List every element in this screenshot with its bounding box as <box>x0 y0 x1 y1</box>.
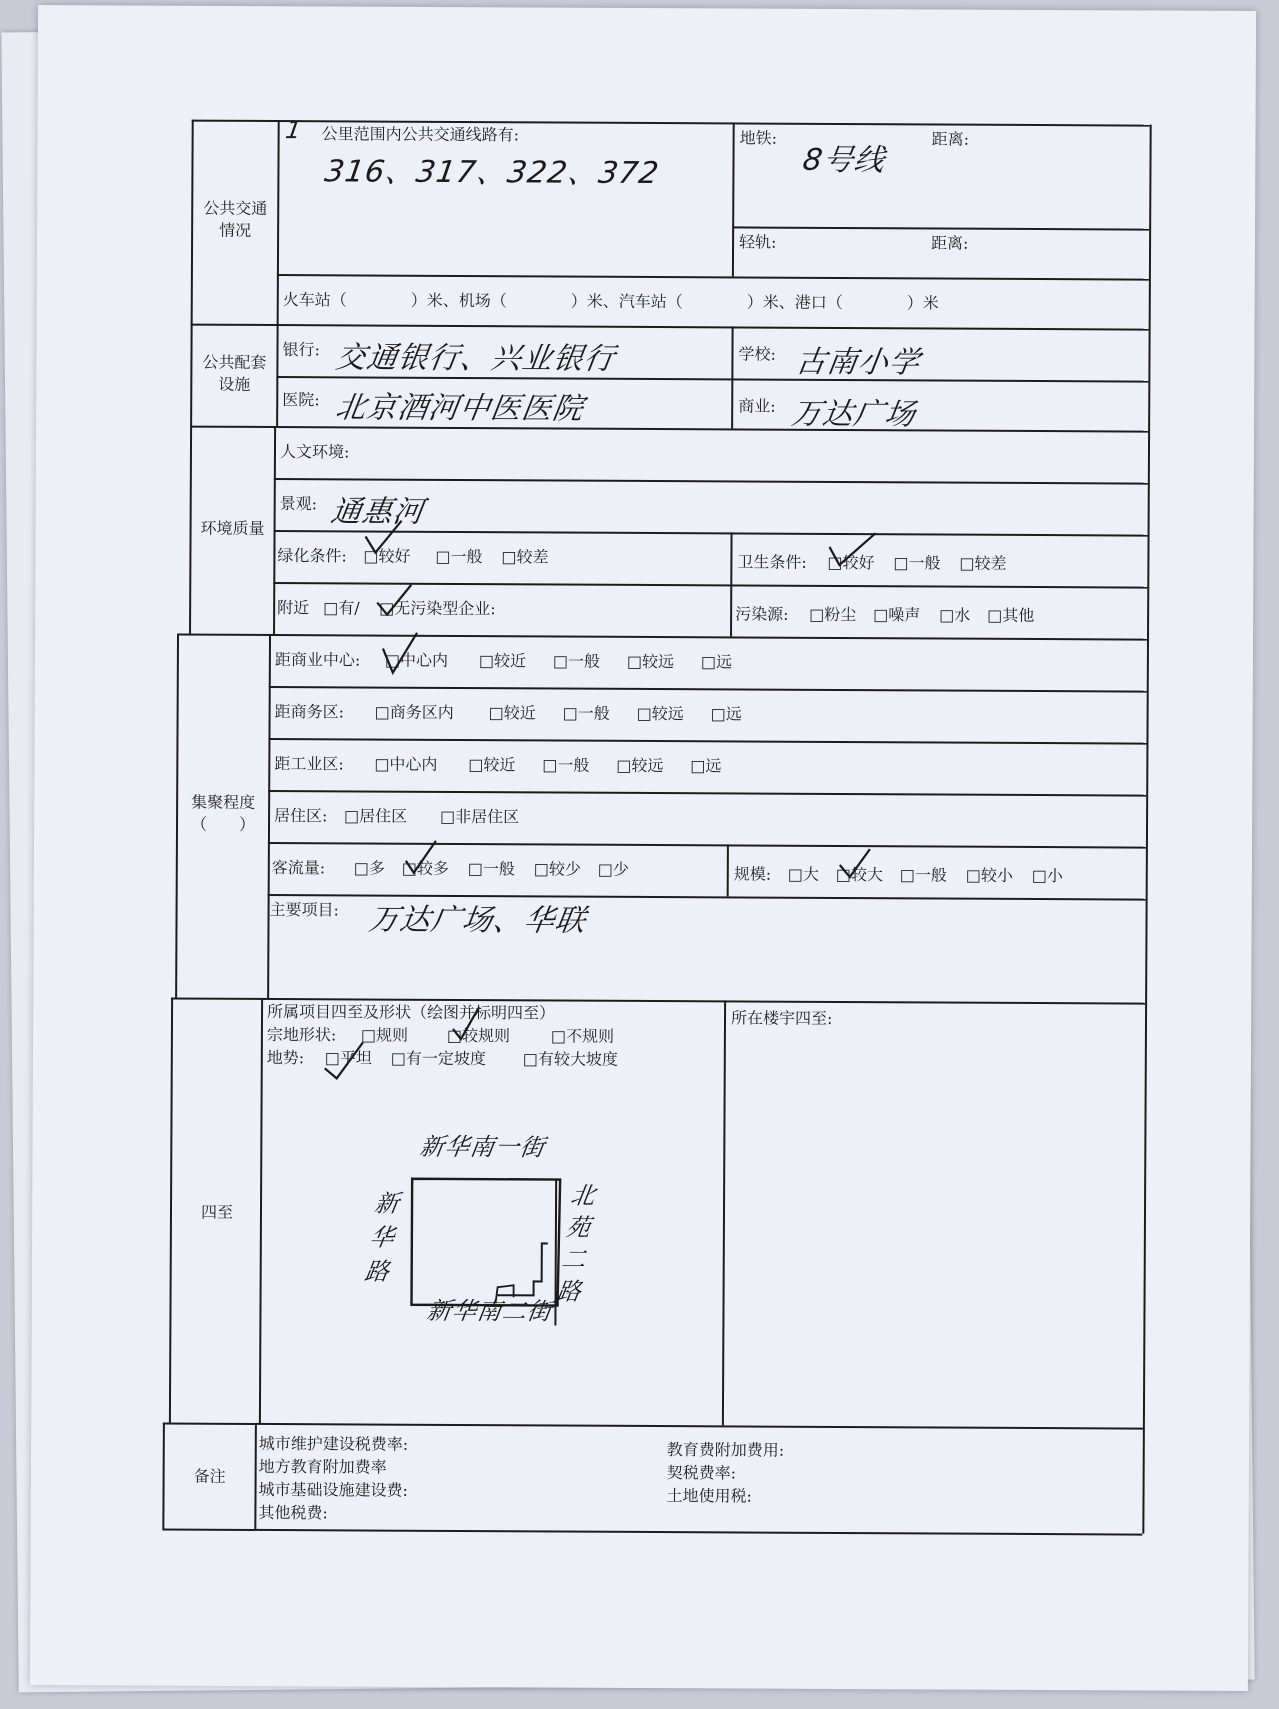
main-projects-value: 万达广场、华联 <box>366 902 589 939</box>
table-border-left <box>169 997 173 1422</box>
greening-option-good[interactable]: □较好 <box>363 546 411 566</box>
shape-title: 所属项目四至及形状（绘图并标明四至） <box>266 1001 556 1023</box>
mid-column-line <box>722 1000 726 1425</box>
scale-option-average[interactable]: □一般 <box>899 865 947 885</box>
stations-distance-line: 火车站（ ）米、机场（ ）米、汽车站（ ）米、港口（ ）米 <box>282 290 939 313</box>
business-district-option-far[interactable]: □较远 <box>636 703 684 724</box>
sanitation-option-poor[interactable]: □较差 <box>959 553 1007 573</box>
row-line <box>274 478 1148 484</box>
sanitation-option-good[interactable]: □较好 <box>827 552 875 573</box>
row-line <box>268 842 1146 848</box>
scale-label: 规模: <box>733 864 772 884</box>
greening-option-average[interactable]: □一般 <box>435 546 483 567</box>
table-border-right <box>1142 125 1151 1534</box>
subway-label: 地铁: <box>739 128 778 148</box>
bus-routes-value: 316、317、322、372 <box>322 154 662 192</box>
land-shape-label: 宗地形状: <box>266 1024 337 1045</box>
subway-value: 8号线 <box>800 142 888 179</box>
commerce-label: 商业: <box>738 396 776 416</box>
traffic-option-few[interactable]: □少 <box>597 859 629 879</box>
check-mark-icon <box>823 531 883 571</box>
remark-infrastructure-fee: 城市基础设施建设费: <box>258 1479 408 1500</box>
check-mark-icon <box>449 1005 489 1045</box>
environment-section-label: 环境质量 <box>200 518 265 538</box>
remark-land-use-tax: 土地使用税: <box>666 1486 752 1506</box>
sketch-west-road: 新华路 <box>362 1189 402 1286</box>
subway-distance-label: 距离: <box>931 129 970 149</box>
residential-label: 居住区: <box>274 806 328 826</box>
sketch-north-road: 新华南一街 <box>417 1132 548 1162</box>
commercial-center-option-near[interactable]: □较近 <box>478 651 527 671</box>
greening-label: 绿化条件: <box>277 546 347 566</box>
sanitation-option-average[interactable]: □一般 <box>893 553 941 573</box>
business-district-label: 距商务区: <box>274 702 345 722</box>
school-label: 学校: <box>738 344 776 364</box>
check-mark-icon <box>402 839 442 879</box>
commercial-center-option-inside[interactable]: □中心内 <box>384 650 449 670</box>
business-district-option-near[interactable]: □较近 <box>488 703 536 723</box>
terrain-label: 地势: <box>266 1047 305 1068</box>
transport-section-label: 公共交通 情况 <box>203 198 268 240</box>
label-column-line <box>276 120 279 426</box>
nearby-label: 附近 <box>277 598 310 618</box>
row-line <box>732 226 1149 230</box>
mid-column-line <box>731 326 733 428</box>
industrial-option-far[interactable]: □较远 <box>616 755 664 776</box>
remark-education-surcharge: 教育费附加费用: <box>666 1440 785 1460</box>
industrial-option-very-far[interactable]: □远 <box>690 756 722 776</box>
bank-value: 交通银行、兴业银行 <box>333 340 618 377</box>
terrain-option-steep-slope[interactable]: □有较大坡度 <box>522 1049 618 1069</box>
business-district-option-average[interactable]: □一般 <box>562 703 610 723</box>
business-district-option-inside[interactable]: □商务区内 <box>374 702 454 722</box>
scale-option-fairly-small[interactable]: □较小 <box>965 865 1013 885</box>
pollution-option-dust[interactable]: □粉尘 <box>809 604 857 625</box>
business-district-option-very-far[interactable]: □远 <box>710 704 742 724</box>
row-line <box>191 324 1149 331</box>
land-shape-option-fairly-regular[interactable]: □较规则 <box>446 1025 511 1046</box>
check-mark-icon <box>836 847 876 883</box>
industrial-option-average[interactable]: □一般 <box>542 755 590 775</box>
commercial-center-label: 距商业中心: <box>274 650 361 670</box>
light-rail-distance-label: 距离: <box>931 233 969 253</box>
industrial-label: 距工业区: <box>274 754 344 774</box>
school-value: 古南小学 <box>793 344 923 381</box>
check-mark-icon <box>373 583 423 623</box>
row-line <box>190 426 1148 433</box>
industrial-option-near[interactable]: □较近 <box>468 755 516 775</box>
row-line <box>269 686 1147 692</box>
scale-option-fairly-large[interactable]: □较大 <box>835 864 883 885</box>
pollution-label: 污染源: <box>735 604 789 624</box>
row-line <box>177 634 1147 641</box>
row-line <box>277 274 1149 280</box>
remark-deed-tax-rate: 契税费率: <box>666 1463 737 1483</box>
pollution-option-noise[interactable]: □噪声 <box>873 605 921 625</box>
row-line <box>268 790 1146 796</box>
remark-local-education-surcharge: 地方教育附加费率 <box>258 1456 387 1477</box>
traffic-option-average[interactable]: □一般 <box>467 859 515 879</box>
pollution-option-other[interactable]: □其他 <box>987 605 1035 626</box>
nearby-option-yes[interactable]: □有/ <box>323 598 360 618</box>
check-mark-icon <box>379 631 429 681</box>
commercial-center-option-far[interactable]: □较远 <box>626 651 675 672</box>
scale-option-small[interactable]: □小 <box>1031 865 1063 886</box>
facilities-section-label: 公共配套 设施 <box>202 352 267 394</box>
greening-option-poor[interactable]: □较差 <box>501 547 549 567</box>
residential-option-residential[interactable]: □居住区 <box>344 806 408 826</box>
commerce-value: 万达广场 <box>789 396 919 433</box>
traffic-option-fairly-few[interactable]: □较少 <box>533 859 581 879</box>
building-outline <box>498 1243 548 1295</box>
industrial-option-inside[interactable]: □中心内 <box>374 754 438 774</box>
terrain-option-some-slope[interactable]: □有一定坡度 <box>390 1048 486 1069</box>
bus-radius-mark: 1 <box>283 116 304 145</box>
humanities-label: 人文环境: <box>279 442 350 462</box>
land-shape-option-regular[interactable]: □规则 <box>360 1025 409 1045</box>
traffic-option-fairly-many[interactable]: □较多 <box>401 858 449 878</box>
check-mark-icon <box>361 518 411 558</box>
main-projects-label: 主要项目: <box>269 900 340 920</box>
bus-routes-label: 公里范围内公共交通线路有: <box>321 124 520 145</box>
landscape-label: 景观: <box>279 494 318 514</box>
mid-column-line <box>727 844 729 896</box>
scale-option-large[interactable]: □大 <box>787 864 819 884</box>
table-border-bottom <box>162 1528 1142 1535</box>
hospital-value: 北京酒河中医医院 <box>333 390 587 427</box>
check-mark-icon <box>323 1038 373 1082</box>
pollution-option-water[interactable]: □水 <box>939 605 971 625</box>
mid-column-line <box>730 532 732 636</box>
land-shape-option-irregular[interactable]: □不规则 <box>550 1026 615 1046</box>
remarks-section-label: 备注 <box>193 1466 226 1486</box>
plot-outline <box>412 1179 561 1306</box>
commercial-center-option-very-far[interactable]: □远 <box>700 652 733 672</box>
building-boundaries-label: 所在楼宇四至: <box>730 1008 833 1028</box>
bank-label: 银行: <box>282 340 320 360</box>
row-line <box>163 1422 1143 1429</box>
remark-city-maintenance-tax: 城市维护建设税费率: <box>258 1433 409 1454</box>
label-column-line <box>254 1423 256 1529</box>
residential-option-non-residential[interactable]: □非居住区 <box>440 806 520 827</box>
light-rail-label: 轻轨: <box>739 232 777 252</box>
traffic-option-many[interactable]: □多 <box>353 858 385 878</box>
landscape-value: 通惠河 <box>328 494 427 530</box>
remark-other-fees: 其他税费: <box>258 1502 328 1523</box>
agglomeration-section-label: 集聚程度 （ ） <box>190 792 256 834</box>
sketch-east-road: 北苑二路 <box>554 1181 598 1306</box>
nearby-option-no-polluting[interactable]: □无污染型企业: <box>379 598 496 619</box>
boundaries-section-label: 四至 <box>200 1202 234 1222</box>
hospital-label: 医院: <box>282 390 320 410</box>
row-line <box>276 376 1148 382</box>
commercial-center-option-average[interactable]: □一般 <box>552 651 601 671</box>
traffic-label: 客流量: <box>271 858 326 878</box>
row-line <box>268 738 1146 744</box>
terrain-option-flat[interactable]: □平坦 <box>324 1048 372 1068</box>
sanitation-label: 卫生条件: <box>737 552 807 572</box>
sketch-south-road: 新华南二街 <box>425 1296 555 1326</box>
mid-column-line <box>732 122 734 276</box>
